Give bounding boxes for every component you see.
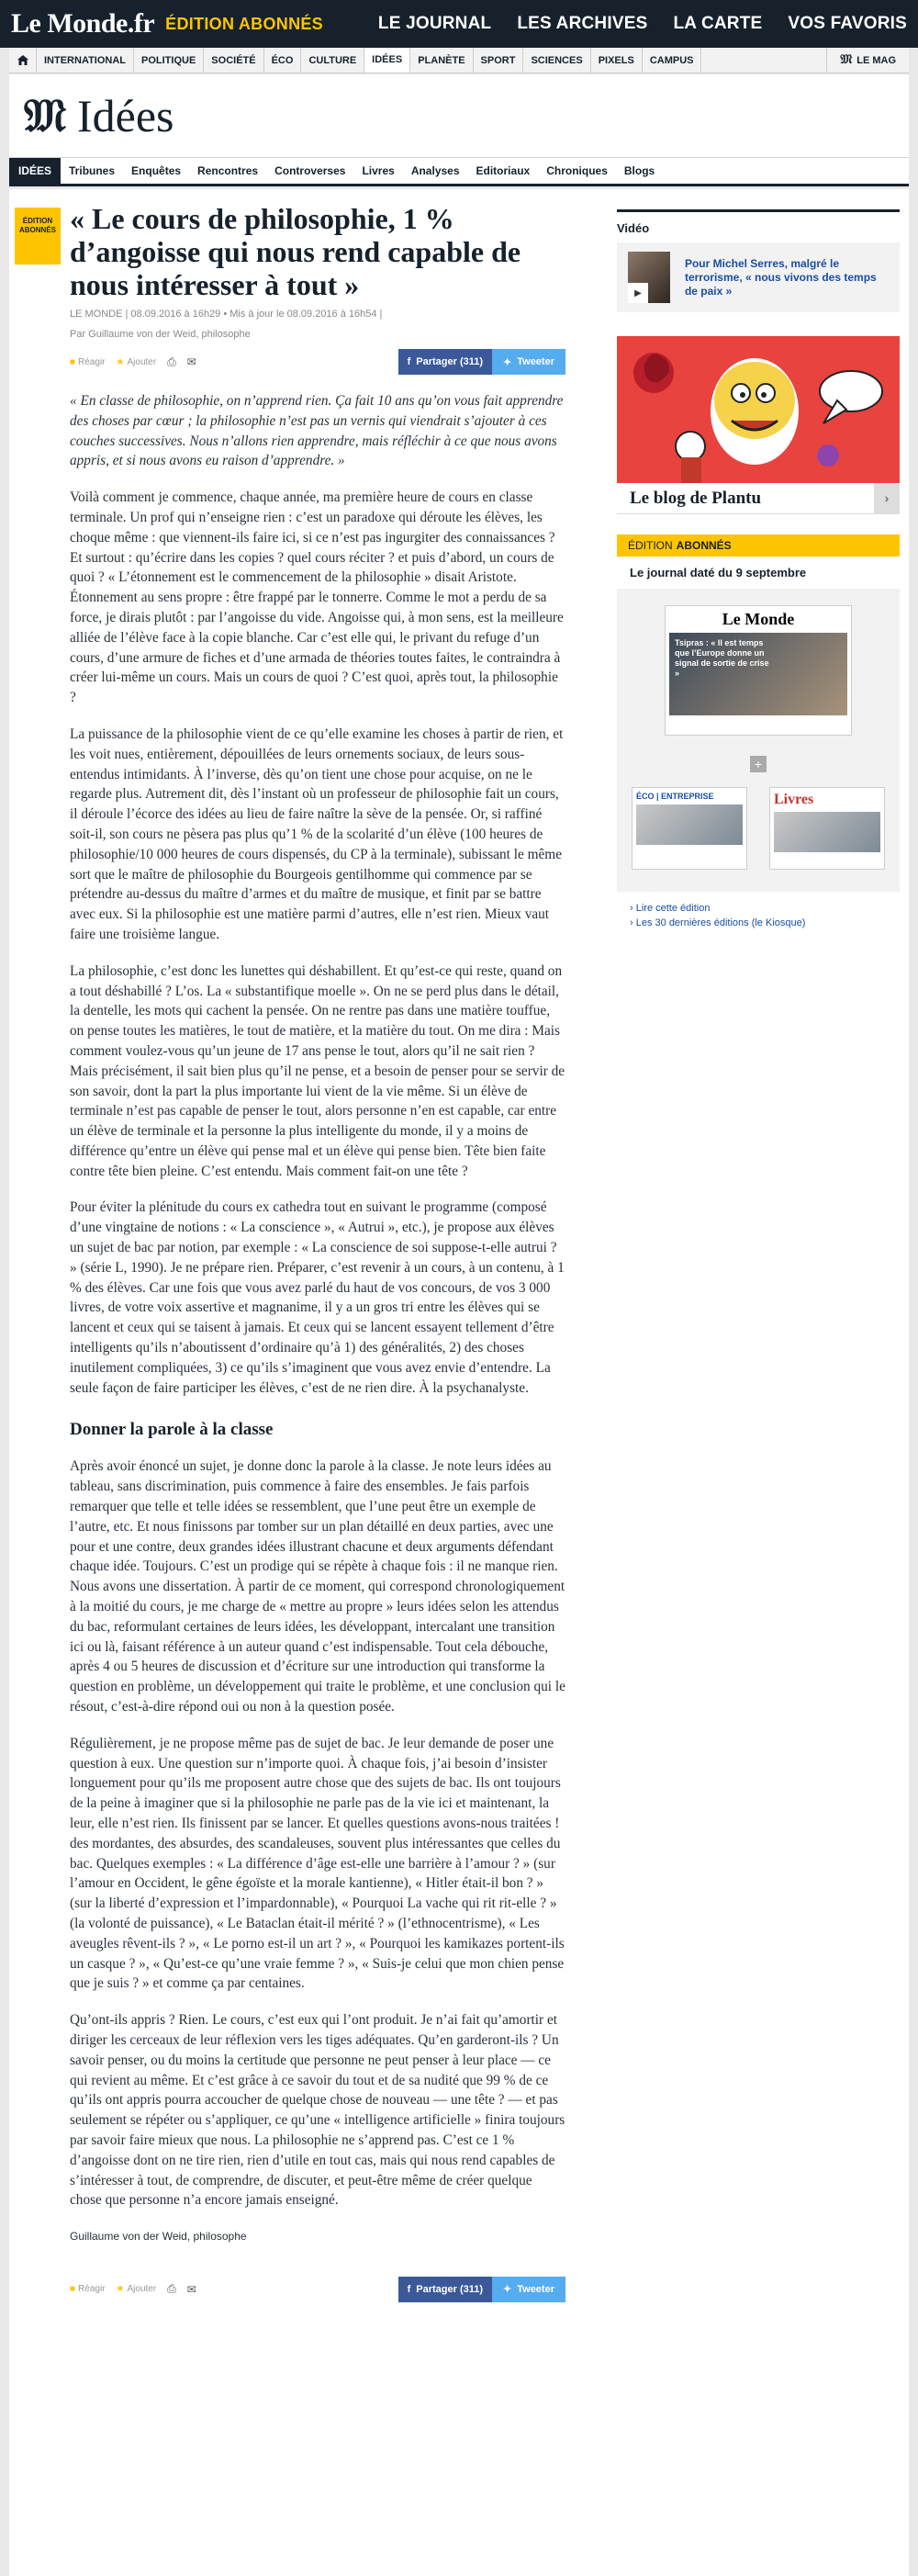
- livres-supplement-cover[interactable]: [769, 787, 885, 870]
- subnav-analyses[interactable]: Analyses: [410, 164, 460, 177]
- journal-date-title: Le journal daté du 9 septembre: [630, 566, 807, 579]
- front-page-cover[interactable]: [665, 605, 852, 736]
- cover-masthead: Le Monde: [722, 610, 795, 628]
- facebook-share-label: Partager (311): [416, 356, 484, 367]
- main-nav: [9, 48, 909, 73]
- subnav-chroniques[interactable]: Chroniques: [546, 164, 608, 177]
- nav-item-international[interactable]: INTERNATIONAL: [37, 48, 134, 73]
- video-title-link[interactable]: Pour Michel Serres, malgré le terrorisme, « nous vivons des temps de paix »: [684, 256, 877, 298]
- nav-item-planete[interactable]: PLANÈTE: [410, 48, 473, 73]
- subnav-controverses[interactable]: Controverses: [274, 164, 346, 177]
- article-paragraph: Après avoir énoncé un sujet, je donne donc la parole à la classe. Je note leurs idées au tableau, sans discrimination, puis commence à faire des ensembles. Je fais parfois remarquer que telle et telle idées se ressemblent, que l’une peut être un exemple de l’autre, etc. Et nous finissons par tomber sur un plan détaillé en deux parties, avec une pour et une contre, deux grandes idées illustrant chacune et deux arguments défendant chaque idée. Toujours. C’est un prodige qui se répète à chaque fois : il ne manque rien. Nous avons une dissertation. À partir de ce moment, qui correspond chronologiquement à la moitié du cours, je me charge de « mettre au propre » leurs idées selon les attendus du bac, reformulant certaines de leurs idées, les développant, intercalant une transition ici ou là, faisant référence à un auteur quand c’est indispensable. Tout cela débouche, après 4 ou 5 heures de discussion et d’écriture sur une introduction qui transforme la question en problème, un développement qui traite le problème, et une conclusion qui le résout, c’est-à-dire répond oui ou non à la question posée.: [70, 1458, 565, 1715]
- subnav-current[interactable]: IDÉES: [9, 158, 61, 184]
- subnav-tribunes[interactable]: Tribunes: [69, 164, 116, 177]
- react-link[interactable]: [70, 357, 106, 367]
- twitter-icon: ✦: [503, 2284, 512, 2296]
- comment-icon: ■: [70, 2284, 76, 2295]
- video-heading: Vidéo: [617, 209, 900, 235]
- edition-label: ÉDITION ABONNÉS: [165, 14, 323, 33]
- top-link-favoris[interactable]: VOS FAVORIS: [788, 14, 907, 33]
- add-label: Ajouter: [127, 2284, 157, 2295]
- twitter-icon: ✦: [503, 356, 512, 368]
- subnav-livres[interactable]: Livres: [362, 164, 395, 177]
- print-icon[interactable]: ⎙: [167, 354, 176, 368]
- react-label: Réagir: [78, 2284, 106, 2295]
- lemonde-logo[interactable]: Le Monde.fr: [11, 8, 155, 39]
- article-body: [70, 391, 565, 2247]
- share-bar-bottom: [70, 2277, 565, 2302]
- facebook-icon: f: [407, 2283, 411, 2295]
- twitter-share-label: Tweeter: [517, 356, 554, 367]
- email-icon[interactable]: ✉: [186, 355, 196, 368]
- nav-mag-label: LE MAG: [856, 54, 896, 66]
- article-headline: « Le cours de philosophie, 1 % d’angoisse qui nous rend capable de nous intéresser à tout »: [70, 202, 521, 301]
- add-link[interactable]: [117, 2284, 157, 2294]
- article-paragraph: Qu’ont-ils appris ? Rien. Le cours, c’est eux qui l’ont produit. Je n’ai fait qu’amortir et diriger les cerceaux de leur réflexion vers les tiges adéquates. Qu’en garderont-ils ? Un savoir penser, ou du moins la certitude que personne ne peut penser à leur place — ce qui revient au même. Et c’est grâce à ce savoir du tout et de sa nudité que 99 % de ce qu’ils ont appris pourra accoucher de quelque chose de nouveau — une tête ? — et pas seulement se répéter ou s’appliquer, ce qu’une « intelligence artificielle » finira toujours par savoir faire mieux que nous. La philosophie ne s’apprend pas. C’est ce 1 % d’angoisse dont on ne tire rien, rien d’utile en tout cas, mais qui nous rend capables de s’intéresser à tout, de comprendre, de discuter, et peut-être même de créer quelque chose que personne n’a encore jamais enseigné.: [70, 2012, 565, 2209]
- twitter-share-label: Tweeter: [517, 2283, 554, 2295]
- video-thumbnail[interactable]: [628, 252, 670, 303]
- nav-item-pixels[interactable]: PIXELS: [591, 48, 643, 73]
- subnav-enquetes[interactable]: Enquêtes: [131, 164, 182, 177]
- journal-links: [630, 901, 900, 930]
- top-link-carte[interactable]: LA CARTE: [673, 14, 763, 33]
- top-bar: [0, 0, 918, 48]
- subnav-editoriaux[interactable]: Editoriaux: [476, 164, 531, 177]
- eco-supplement-cover[interactable]: [632, 787, 747, 870]
- play-icon: ▶: [628, 283, 648, 303]
- plantu-caption: Le blog de Plantu: [630, 488, 762, 508]
- section-title[interactable]: Idées: [77, 90, 174, 141]
- page-content: [9, 189, 909, 2576]
- nav-mag-link[interactable]: [826, 48, 909, 73]
- cover-headline: Tsipras : « Il est temps que l’Europe donne un signal de sortie de crise »: [675, 638, 769, 678]
- facebook-share-label: Partager (311): [416, 2283, 484, 2295]
- article-byline: Par Guillaume von der Weid, philosophe: [70, 329, 251, 340]
- section-header: [9, 74, 909, 157]
- facebook-icon: f: [407, 356, 411, 367]
- article-subheading: Donner la parole à la classe: [70, 1420, 274, 1440]
- article-paragraph: Voilà comment je commence, chaque année, ma première heure de cours en classe terminale. Un prof qui n’enseigne rien : c’est un paradoxe qui déroute les élèves, les choque même : que viennent-ils faire ici, si ce n’est pas ingurgiter des connaissances ? Et surtout : qu’écrire dans les copies ? quel cours réciter ? et puis d’abord, un cours de quoi ? « L’étonnement est le commencement de la philosophie » disait Aristote. Étonnement au sens propre : être frappé par le tonnerre. Comme le mot a perdu de sa force, je dirais plutôt : par l’angoisse du vide. Angoisse qui, à mon sens, est la meilleure alliée de l’élève face à la copie blanche. Car c’est elle qui, le privant du refuge d’un cours, d’une armure de fiches et d’une armada de théories toutes faites, le contraindra à créer lui-même un cours. Mais un cours de quoi ? C’est quoi, après tout, la philosophie ?: [70, 489, 564, 706]
- sidebar: [617, 209, 900, 930]
- print-icon[interactable]: ⎙: [167, 2282, 176, 2296]
- plantu-blog-link[interactable]: [617, 483, 900, 514]
- nav-item-campus[interactable]: CAMPUS: [643, 48, 702, 73]
- nav-item-sport[interactable]: SPORT: [474, 48, 524, 73]
- home-icon[interactable]: [9, 48, 37, 73]
- add-label: Ajouter: [127, 356, 157, 367]
- nav-item-sciences[interactable]: SCIENCES: [523, 48, 590, 73]
- abonnes-head-a: ÉDITION: [628, 539, 673, 552]
- section-subnav: [9, 157, 909, 186]
- twitter-share-button[interactable]: [492, 2277, 565, 2302]
- article-signature: Guillaume von der Weid, philosophe: [70, 2230, 247, 2244]
- abonnes-head-b: ABONNÉS: [676, 539, 732, 552]
- kiosque-label: Les 30 dernières éditions (le Kiosque): [635, 917, 806, 928]
- facebook-share-button[interactable]: [398, 2277, 492, 2302]
- badge-line1: ÉDITION: [22, 217, 53, 225]
- comment-icon: ■: [70, 356, 76, 367]
- abonnes-heading: [617, 534, 900, 557]
- top-link-archives[interactable]: LES ARCHIVES: [517, 14, 648, 33]
- twitter-share-button[interactable]: [492, 349, 565, 375]
- article-paragraph: Régulièrement, je ne propose même pas de sujet de bac. Je leur demande de poser une question à eux. Une question sur n’importe quoi. À chaque fois, j’ai besoin d’insister longuement pour qu’ils me proposent autre chose que des sujets de bac. Ils ont toujours de la peine à imaginer que si la philosophie ne parle pas de la vie ici et maintenant, la leur, elle n’est rien. Ils finissent par se lancer. Et quelles questions avons-nous traitées ! des mordantes, des absurdes, des scandaleuses, souvent plus intéressantes que celles du bac. Quelques exemples : « La différence d’âge est-elle une barrière à l’amour ? » (sur l’amour en Occident, le gêne égoïste et la morale kantienne), « Hitler était-il bon ? » (sur la liberté d’expression et l’impardonnable), « Pourquoi La vache qui rit rit-elle ? » (la volonté de puissance), « Le Bataclan était-il mérité ? » (l’ethnocentrisme), « Les aveugles rêvent-ils ? », « Le porno est-il un art ? », « Pourquoi les kamikazes portent-ils un casque ? », « Qu’est-ce qu’une vraie femme ? », « Suis-je celui que mon chien pense que je suis ? » et comme ça par centaines.: [70, 1735, 565, 1992]
- star-icon: ★: [116, 2284, 125, 2295]
- cover-photo: [669, 633, 847, 715]
- article-meta: LE MONDE | 08.09.2016 à 16h29 • Mis à jour le 08.09.2016 à 16h54 |: [70, 309, 383, 320]
- article-paragraph: La puissance de la philosophie vient de ce qu’elle examine les choses à partir de rien, et les voit nues, entièrement, dépouillées de leurs ornements sociaux, de leurs sous-entendus intimidants. À l’inverse, dès qu’on tient une chose pour acquise, on ne le regarde plus. Autrement dit, dès l’instant où un professeur de philosophie fait un cours, il déroule l’écorce des idées au lieu de faire naître la sève de la pensée. Or, si raffiné soit-il, son cours ne pèsera pas plus qu’1 % de la scolarité d’un élève (100 heures de philosophie/10 000 heures de cours dispensés, du CP à la terminale), subissant le même sort que le maître de philosophie du Bourgeois gentilhomme qui commence par se prétendre au-dessus du maître d’armes et du maître de musique, et finit par se battre avec eux. Si la philosophie est une matière parmi d’autres, elle n’est rien. Mieux vaut faire une troisième langue.: [70, 726, 564, 942]
- eco-supplement-title: ÉCO | ENTREPRISE: [636, 792, 714, 801]
- read-edition-label: Lire cette édition: [635, 903, 711, 914]
- journal-covers: [617, 589, 900, 892]
- m-logo-icon: 𝔐: [840, 52, 853, 67]
- nav-item-politique[interactable]: POLITIQUE: [134, 48, 204, 73]
- email-icon[interactable]: ✉: [186, 2282, 196, 2296]
- plantu-cartoon[interactable]: [617, 336, 900, 483]
- share-bar-top: [70, 349, 565, 375]
- subnav-blogs[interactable]: Blogs: [623, 164, 655, 177]
- video-teaser[interactable]: [617, 242, 900, 312]
- read-edition-link[interactable]: › Lire cette édition: [630, 903, 711, 914]
- nav-item-eco[interactable]: ÉCO: [264, 48, 302, 73]
- nav-item-culture[interactable]: CULTURE: [301, 48, 364, 73]
- plantu-illustration: [617, 336, 900, 483]
- react-label: Réagir: [78, 356, 106, 367]
- nav-item-societe[interactable]: SOCIÉTÉ: [204, 48, 263, 73]
- chevron-right-icon[interactable]: ›: [874, 483, 900, 514]
- top-links: [378, 14, 907, 34]
- edition-abonnes-badge: [15, 208, 61, 264]
- article-intro: « En classe de philosophie, on n’apprend rien. Ça fait 10 ans qu’on vous fait apprendre des choses par cœur ; la philosophie n’est pas un vernis qui viendrait s’ajouter à ces couches successives. Nous n’allons rien apprendre, mais réfléchir à ce que nous avons appris, et si nous avons eu raison d’apprendre. »: [70, 393, 564, 469]
- badge-line2: ABONNÉS: [18, 226, 56, 235]
- article: [70, 202, 565, 2302]
- add-link[interactable]: [117, 357, 157, 367]
- livres-supplement-title: Livres: [774, 792, 814, 807]
- article-paragraph: Pour éviter la plénitude du cours ex cathedra tout en suivant le programme (composé d’une vingtaine de notions : « La conscience », « Autrui », etc.), je propose aux élèves un sujet de bac par notion, par exemple : « La conscience de soi suppose-t-elle autrui ? » (série L, 1990). Je ne prépare rien. Préparer, c’est revenir à un cours, à un contenu, à 1 % des élèves. Car une fois que vous avez parlé du haut de vos concours, de vos 3 000 livres, de votre voix assertive et magnanime, il y a un gros tri entre les élèves qui se lancent et ceux qui se taisent à jamais. Et ceux qui se lancent essayent tellement d’être intelligents qu’ils n’aboutissent d’ordinaire qu’à 1) des généralités, 2) des choses inutilement compliquées, 3) ce qu’ils s’imaginent que vous avez envie d’entendre. La seule façon de faire participer les élèves, c’est de ne rien dire. À la psychanalyste.: [70, 1199, 565, 1396]
- subnav-rencontres[interactable]: Rencontres: [197, 164, 259, 177]
- react-link[interactable]: [70, 2284, 106, 2294]
- article-paragraph: La philosophie, c’est donc les lunettes qui déshabillent. Et qu’est-ce qui reste, quand on a tout déshabillé ? L’os. La « substantifique moelle ». On ne se perd plus dans le détail, la dentelle, les mots qui cachent la pensée. On ne rentre pas dans une matière touffue, on pense toutes les matières, le tout de matière, et la matière du tout. On me dira : Mais comment voulez-vous qu’un jeune de 17 ans pense le tout, alors qu’il ne sait rien ? Mais précisément, il sait bien plus qu’il ne pense, et a besoin de penser pour se servir de son savoir, dont la part la plus importante lui vient de la vie même. Si un élève de terminale n’est pas capable de penser le tout, alors personne n’en est capable, car entre un élève de terminale et la personne la plus intelligente du monde, il y a moins de différence qu’entre un élève qui pense mal et un élève qui pense bien. Tête bien faite contre tête bien pleine. C’est entendu. Mais comment fait-on une tête ?: [70, 962, 565, 1179]
- kiosque-link[interactable]: › Les 30 dernières éditions (le Kiosque): [630, 917, 806, 928]
- nav-item-idees[interactable]: IDÉES: [364, 48, 410, 73]
- plus-icon[interactable]: +: [750, 756, 767, 772]
- section-m-logo[interactable]: 𝔐: [24, 89, 66, 141]
- star-icon: ★: [116, 356, 125, 367]
- top-link-journal[interactable]: LE JOURNAL: [377, 14, 492, 33]
- facebook-share-button[interactable]: [398, 349, 492, 375]
